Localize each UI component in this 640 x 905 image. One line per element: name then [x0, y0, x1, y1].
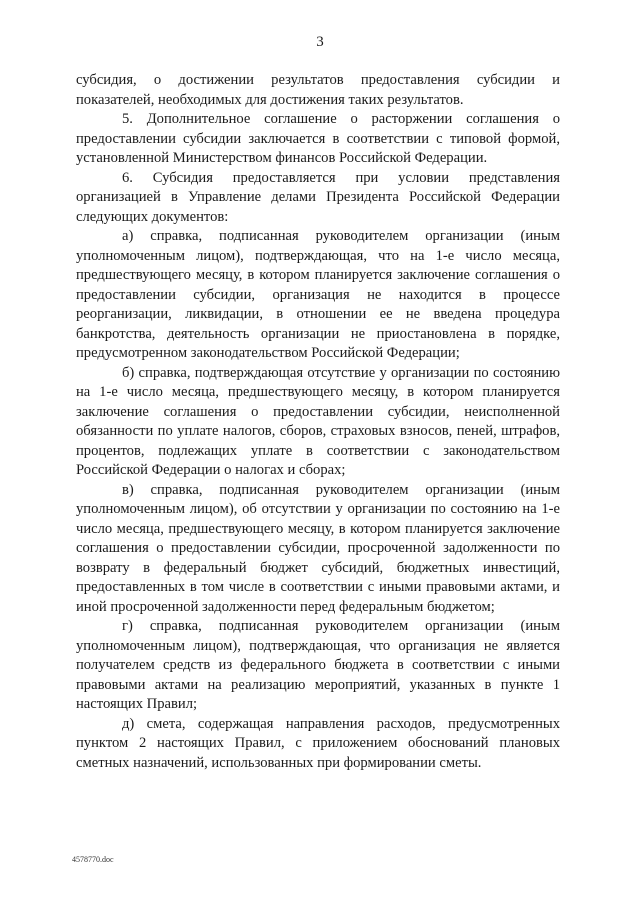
- paragraph-5: 5. Дополнительное соглашение о расторжении соглашения о предоставлении субсидии заключается в соответствии с типовой формой, установленной Министерством финансов Российской Федерации.: [76, 111, 560, 166]
- page-number: 3: [316, 34, 324, 50]
- paragraph-6d: д) смета, содержащая направления расходов, предусмотренных пунктом 2 настоящих Правил, с приложением обоснований плановых сметных назначений, использованных при формировании сметы.: [76, 715, 560, 771]
- paragraph-6: 6. Субсидия предоставляется при условии представления организацией в Управление делами Президента Российской Федерации следующих документов:: [76, 169, 560, 225]
- paragraph-6g: г) справка, подписанная руководителем организации (иным уполномоченным лицом), подтверждающая, что организация не является получателем средств из федерального бюджета в соответствии с иными правовыми актами на реализацию мероприятий, указанных в пункте 1 настоящих Правил;: [76, 618, 560, 712]
- document-body: [76, 71, 560, 773]
- footer-document-code: 4578770.doc: [72, 855, 114, 864]
- paragraph-6b: б) справка, подтверждающая отсутствие у организации по состоянию на 1-е число месяца, предшествующего месяцу, в котором планируется заключение соглашения о предоставлении субсидии, неисполненной обязанности по уплате налогов, сборов, страховых взносов, пеней, штрафов, процентов, подлежащих уплате в соответствии с законодательством Российской Федерации о налогах и сборах;: [76, 364, 560, 478]
- paragraph-continuation: субсидия, о достижении результатов предоставления субсидии и показателей, необходимых для достижения таких результатов.: [76, 72, 560, 108]
- paragraph-6v: в) справка, подписанная руководителем организации (иным уполномоченным лицом), об отсутствии у организации по состоянию на 1-е число месяца, предшествующего месяцу, в котором планируется заключение соглашения о предоставлении субсидии, просроченной задолженности по возврату в федеральный бюджет субсидий, бюджетных инвестиций, предоставленных в том числе в соответствии с иными правовыми актами, и иной просроченной задолженности перед федеральным бюджетом;: [76, 481, 560, 615]
- paragraph-6a: а) справка, подписанная руководителем организации (иным уполномоченным лицом), подтверждающая, что на 1-е число месяца, предшествующего месяцу, в котором планируется заключение соглашения о предоставлении субсидии, организация не находится в процессе реорганизации, ликвидации, в отношении ее не введена процедура банкротства, деятельность организации не приостановлена в порядке, предусмотренном законодательством Российской Федерации;: [76, 228, 560, 361]
